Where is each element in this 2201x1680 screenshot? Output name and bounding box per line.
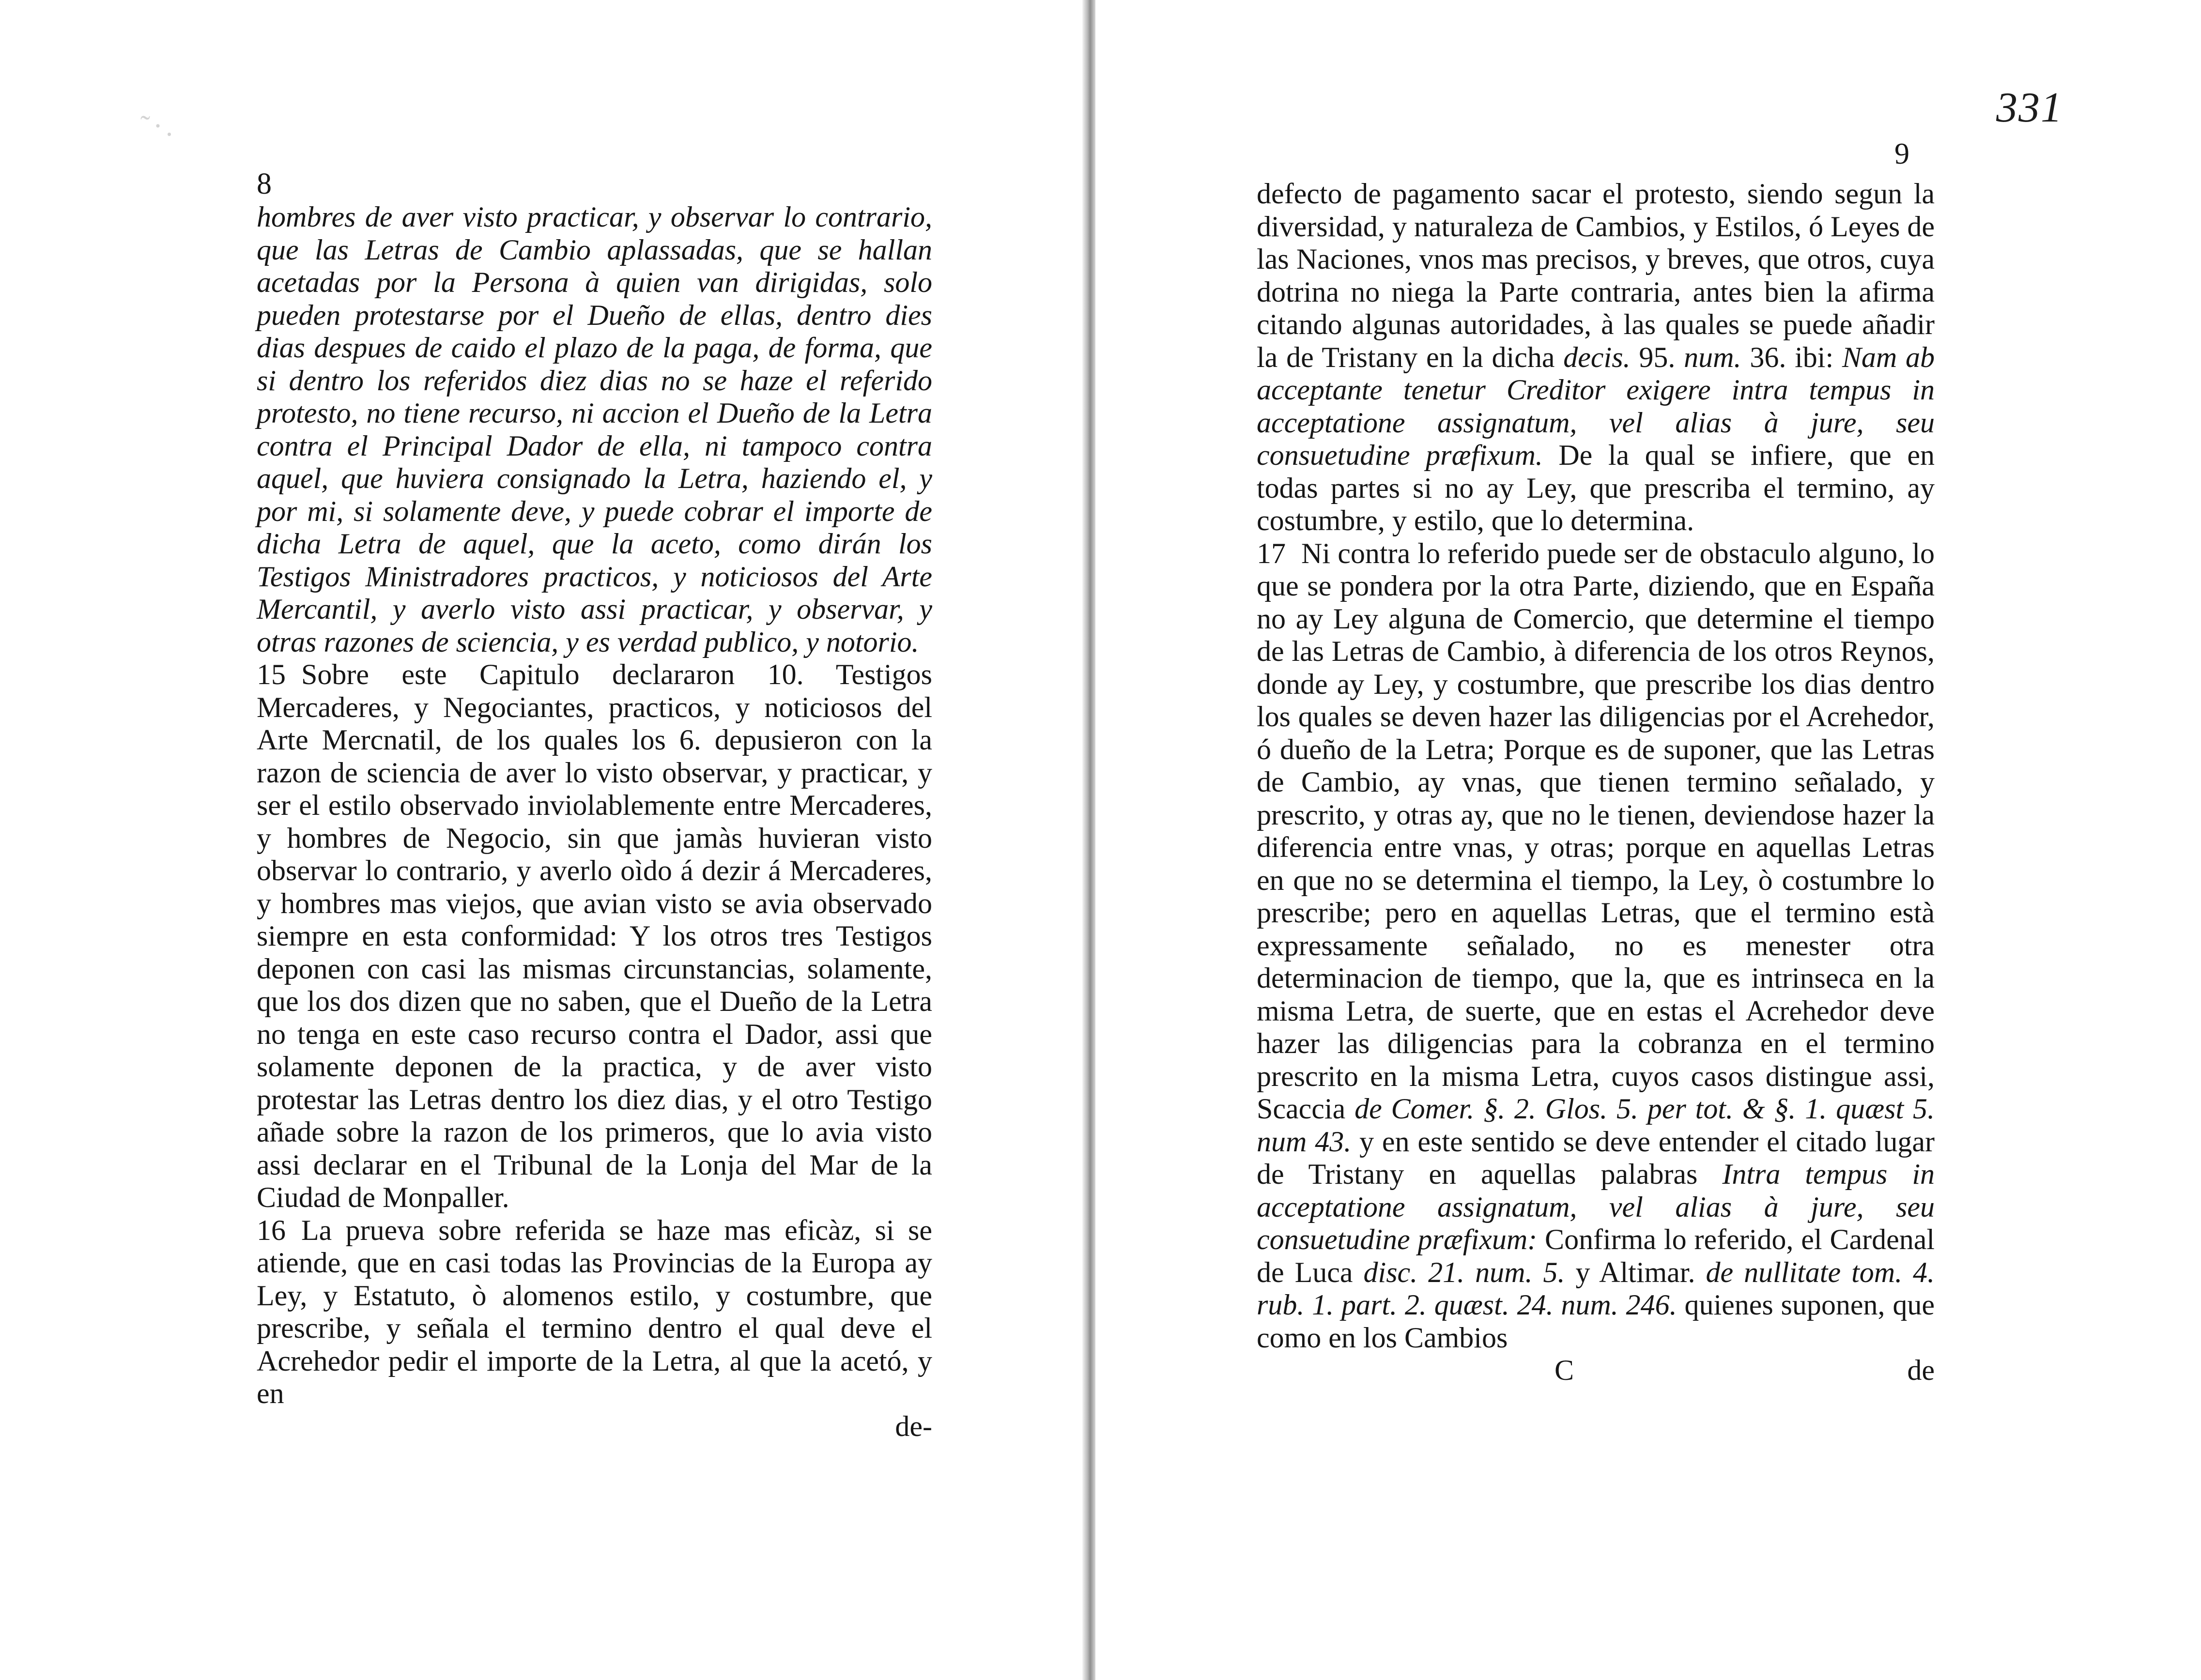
- latin-quote: Intra tempus in acceptatione assignatum, vel alias à jure, seu consuetudine præfixum:: [1257, 1158, 1935, 1255]
- paragraph-number: 16: [257, 1214, 286, 1246]
- paragraph-number: 15: [257, 658, 286, 690]
- citation: decis.: [1563, 341, 1631, 373]
- paragraph-15-text: Sobre este Capitulo declararon 10. Testigos Mercaderes, y Negociantes, practicos, y noticiosos del Arte Mercnatil, de los quales los 6. depusieron con la razon de sciencia de aver lo visto observar, y practicar, y ser el estilo observado inviolablemente entre Mercaderes, y hombres de Negocio, sin que jamàs huvieran visto observar lo contrario, y averlo oìdo á dezir á Mercaderes, y hombres mas viejos, que avian visto se avia observado siempre en esta conformidad: Y los otros tres Testigos deponen con casi las mismas circunstancias, solamente, que los dos dizen que no saben, que el Dueño de la Letra no tenga en este caso recurso contra el Dador, assi que solamente deponen de la practica, y de aver visto protestar las Letras dentro los diez dias, y el otro Testigo añade sobre la razon de los primeros, que lo avia visto assi declarar en el Tribunal de la Lonja del Mar de la Ciudad de Monpaller.: [257, 658, 932, 1213]
- paragraph-number: 17: [1257, 537, 1286, 569]
- paragraph-15: [257, 658, 932, 1214]
- signature-mark: C: [1555, 1354, 1574, 1386]
- paragraph-text: Confirma lo referido, el Cardenal de Luca: [1257, 1223, 1935, 1288]
- paragraph-text: y Altimar.: [1575, 1256, 1695, 1288]
- citation: disc. 21. num. 5.: [1363, 1256, 1565, 1288]
- page-number: 9: [1894, 137, 1909, 170]
- catchword: de-: [895, 1410, 932, 1442]
- paragraph-text: Ni contra lo referido puede ser de obstaculo alguno, lo que se pondera por la otra Parte, diziendo, que en España no ay Ley alguna de Comercio, que determine el tiempo de las Letras de Cambio, à diferencia de los otros Reynos, donde ay Ley, y costumbre, que prescribe los dias dentro los quales se deven hazer las diligencias por el Acrehedor, ó dueño de la Letra; Porque es de suponer, que las Letras de Cambio, ay vnas, que tienen termino señalado, y prescrito, y otras ay, que no le tienen, deviendose hazer la diferencia entre vnas, y otras; porque en aquellas Letras en que no se determina el tiempo, la Ley, ò costumbre lo prescribe; pero en aquellas Letras, que el termino està expressamente señalado, no es menester otra determinacion de tiempo, que la, que es intrinseca en la misma Letra, de suerte, que en estas el Acrehedor deve hazer las diligencias para la cobranza en el termino prescrito en la misma Letra, cuyos casos distingue assi, Scaccia: [1257, 537, 1935, 1125]
- paragraph-text: quienes suponen, que como en los Cambios: [1257, 1289, 1935, 1354]
- paragraph-16-text: La prueva sobre referida se haze mas eficàz, si se atiende, que en casi todas las Provincias de la Europa ay Ley, y Estatuto, ò alomenos estilo, y costumbre, que prescribe, y señala el termino dentro el qual deve el Acrehedor pedir el importe de la Letra, al que la acetó, y en: [257, 1214, 932, 1409]
- left-page: [0, 0, 1082, 1680]
- citation-number: 36. ibi:: [1750, 341, 1834, 373]
- catchword: de: [1907, 1354, 1935, 1386]
- citation: de Comer. §. 2. Glos. 5. per tot. & §. 1. quæst 5. num 43.: [1257, 1093, 1935, 1158]
- left-text-block: [257, 201, 932, 1443]
- citation: de nullitate tom. 4. rub. 1. part. 2. quæst. 24. num. 246.: [1257, 1256, 1935, 1321]
- right-page: [1095, 0, 2201, 1680]
- paragraph-16-continued: [1257, 178, 1935, 537]
- page-number: 8: [257, 168, 272, 200]
- page-footer: [1257, 1354, 1935, 1388]
- paragraph-16: [257, 1214, 932, 1410]
- handwritten-folio-number: 331: [1996, 84, 2063, 131]
- page-smudge: ˜·.: [140, 110, 176, 142]
- paragraph-14-continued: hombres de aver visto practicar, y observar lo contrario, que las Letras de Cambio aplassadas, que se hallan acetadas por la Persona à quien van dirigidas, solo pueden protestarse por el Dueño de ellas, dentro dies dias despues de caido el plazo de la paga, de forma, que si dentro los referidos diez dias no se haze el referido protesto, no tiene recurso, ni accion el Dueño de la Letra contra el Principal Dador de ella, ni tampoco contra aquel, que huviera consignado la Letra, haziendo el, y por mi, si solamente deve, y puede cobrar el importe de dicha Letra de aquel, que la aceto, como dirán los Testigos Ministradores practicos, y noticiosos del Arte Mercantil, y averlo visto assi practicar, y observar, y otras razones de sciencia, y es verdad publico, y notorio.: [257, 201, 932, 658]
- paragraph-text: De la qual se infiere, que en todas partes si no ay Ley, que prescriba el termino, ay costumbre, y estilo, que lo determina.: [1257, 439, 1935, 536]
- citation: num.: [1684, 341, 1741, 373]
- paragraph-text: defecto de pagamento sacar el protesto, siendo segun la diversidad, y naturaleza de Cambios, y Estilos, ó Leyes de las Naciones, vnos mas precisos, y breves, que otros, cuya dotrina no niega la Parte contraria, antes bien la afirma citando algunas autoridades, à las quales se puede añadir la de Tristany en la dicha: [1257, 178, 1935, 373]
- book-gutter: [1082, 0, 1095, 1680]
- right-text-block: [1257, 178, 1935, 1388]
- latin-quote: Nam ab acceptante tenetur Creditor exigere intra tempus in acceptatione assignatum, vel alias à jure, seu consuetudine præfixum.: [1257, 341, 1935, 471]
- paragraph-17: [1257, 537, 1935, 1355]
- paragraph-text: y en este sentido se deve entender el citado lugar de Tristany en aquellas palabras: [1257, 1125, 1935, 1190]
- citation-number: 95.: [1639, 341, 1676, 373]
